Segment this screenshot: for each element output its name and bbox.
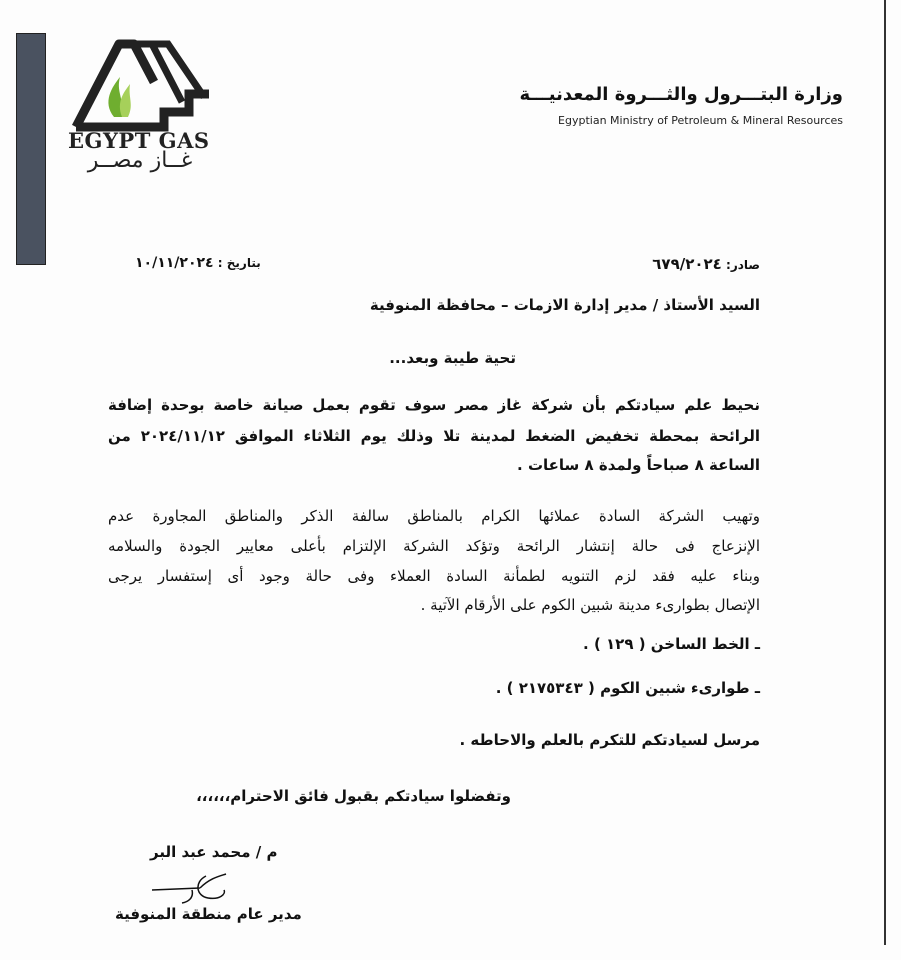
sent-note: مرسل لسيادتكم للتكرم بالعلم والاحاطه . (459, 731, 760, 749)
page-border (884, 0, 886, 945)
para2-line: الإتصال بطوارىء مدينة شبين الكوم على الأرقام الآتية . (420, 596, 760, 614)
signer-name: م / محمد عبد البر (150, 843, 278, 861)
contact-emergency: ـ طوارىء شبين الكوم ( ٢١٧٥٣٤٣ ) . (495, 679, 760, 697)
contact-hotline: ـ الخط الساخن ( ١٢٩ ) . (583, 635, 760, 653)
logo-text-ar: غــاز مصــر (87, 148, 193, 173)
letterhead-bar (16, 33, 46, 265)
date-label: بتاريخ : (217, 256, 261, 270)
signer-title: مدير عام منطقة المنوفية (115, 905, 302, 923)
para1-line: الساعة ٨ صباحاً ولمدة ٨ ساعات . (517, 456, 760, 474)
para1-line: نحيط علم سيادتكم بأن شركة غاز مصر سوف تقوم بعمل صيانة خاصة بوحدة إضافة (108, 396, 760, 414)
para2-line: وتهيب الشركة السادة عملائها الكرام بالمناطق سالفة الذكر والمناطق المجاورة عدم (108, 507, 760, 525)
date-value: ١٠/١١/٢٠٢٤ (135, 255, 214, 271)
issued-number (652, 255, 760, 273)
recipient-line: السيد الأستاذ / مدير إدارة الازمات – محافظة المنوفية (369, 296, 760, 314)
closing-line: وتفضلوا سيادتكم بقبول فائق الاحترام،،،،،، (196, 787, 511, 805)
ministry-name-en: Egyptian Ministry of Petroleum & Mineral Resources (558, 114, 843, 127)
issued-value: ٦٧٩/٢٠٢٤ (652, 255, 722, 273)
greeting: تحية طيبة وبعد... (389, 349, 516, 367)
signature-icon (150, 868, 230, 904)
issue-date (135, 255, 261, 271)
para2-line: الإنزعاج فى حالة إنتشار الرائحة وتؤكد الشركة الإلتزام بأعلى معايير الجودة والسلامه (108, 537, 760, 555)
ministry-name-ar: وزارة البتـــرول والثـــروة المعدنيـــة (519, 84, 843, 105)
logo-text-en: EGYPT GAS (68, 128, 210, 153)
egypt-gas-logo-icon (64, 32, 214, 142)
para1-line: الرائحة بمحطة تخفيض الضغط لمدينة تلا وذلك يوم الثلاثاء الموافق ٢٠٢٤/١١/١٢ من (108, 427, 760, 445)
para2-line: وبناء عليه فقد لزم التنويه لطمأنة السادة العملاء وفى حالة وجود أى إستفسار يرجى (108, 567, 760, 585)
issued-label: صادر: (726, 258, 760, 272)
